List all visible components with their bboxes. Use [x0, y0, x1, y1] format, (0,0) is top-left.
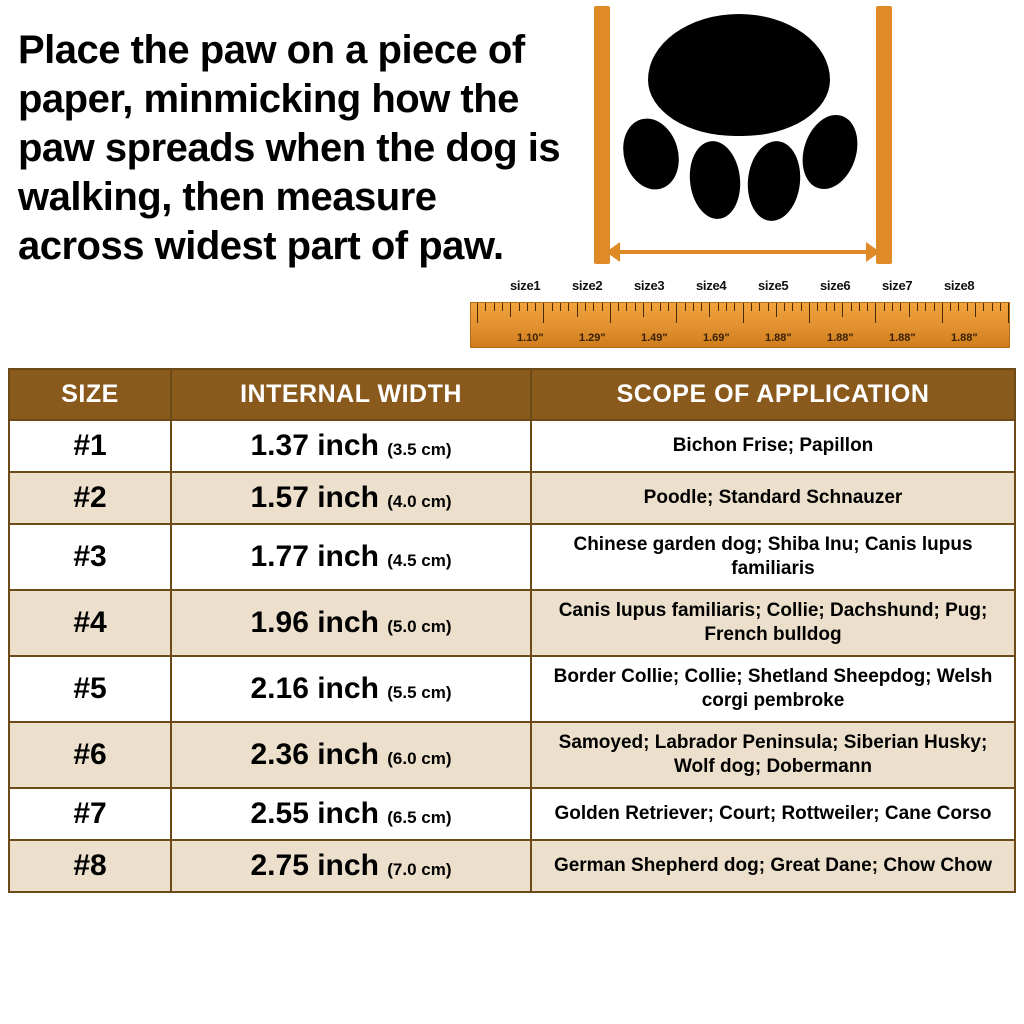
ruler-body [470, 302, 1010, 348]
table-row [10, 722, 1014, 788]
paw-toe-2-icon [686, 139, 744, 222]
cell-cm-value: (6.0 cm) [387, 749, 452, 768]
ruler-size-label: size2 [572, 278, 603, 293]
cell-cm-value: (5.5 cm) [387, 683, 452, 702]
cell-size: #5 [10, 656, 171, 722]
ruler-tick [792, 303, 793, 311]
ruler-tick [992, 303, 993, 311]
ruler-tick [535, 303, 536, 311]
cell-scope: Canis lupus familiaris; Collie; Dachshund; Pug; French bulldog [531, 590, 1014, 656]
ruler-tick [726, 303, 727, 311]
ruler-tick [577, 303, 578, 317]
size-chart-table [8, 368, 1016, 893]
ruler-tick [626, 303, 627, 311]
cell-internal-width [171, 524, 531, 590]
ruler-tick [676, 303, 677, 323]
ruler-tick [543, 303, 544, 323]
ruler-tick [643, 303, 644, 317]
ruler-tick [925, 303, 926, 311]
ruler-size-label: size5 [758, 278, 789, 293]
paw-toe-1-icon [615, 112, 687, 196]
ruler-tick [958, 303, 959, 311]
ruler-tick [900, 303, 901, 311]
ruler-tick [709, 303, 710, 317]
ruler-tick [651, 303, 652, 311]
paw-toe-4-icon [794, 108, 867, 196]
ruler-tick [660, 303, 661, 311]
cell-internal-width [171, 722, 531, 788]
ruler-tick [942, 303, 943, 323]
ruler-tick [784, 303, 785, 311]
cell-cm-value: (6.5 cm) [387, 808, 452, 827]
cell-cm-value: (5.0 cm) [387, 617, 452, 636]
ruler-tick [917, 303, 918, 311]
ruler-size-label: size7 [882, 278, 913, 293]
ruler-diagram [470, 278, 1010, 360]
ruler-tick [801, 303, 802, 311]
ruler-tick [875, 303, 876, 323]
ruler-tick [834, 303, 835, 311]
ruler-tick [668, 303, 669, 311]
ruler-tick [809, 303, 810, 323]
instruction-text: Place the paw on a piece of paper, minmicking how the paw spreads when the dog is walking, then measure across widest part of paw. [18, 28, 561, 268]
cell-scope: Chinese garden dog; Shiba Inu; Canis lupus familiaris [531, 524, 1014, 590]
ruler-inch-label: 1.49" [641, 332, 668, 344]
ruler-tick [759, 303, 760, 311]
cell-size: #7 [10, 788, 171, 840]
cell-scope: Golden Retriever; Court; Rottweiler; Cane Corso [531, 788, 1014, 840]
cell-cm-value: (4.0 cm) [387, 492, 452, 511]
cell-size: #3 [10, 524, 171, 590]
cell-inch-value: 2.16 inch [250, 672, 388, 705]
paw-diagram [580, 6, 920, 271]
ruler-tick [477, 303, 478, 323]
ruler-tick [585, 303, 586, 311]
ruler-tick [817, 303, 818, 311]
cell-internal-width [171, 420, 531, 472]
ruler-tick [826, 303, 827, 311]
cell-internal-width [171, 472, 531, 524]
cell-scope: Poodle; Standard Schnauzer [531, 472, 1014, 524]
ruler-tick [635, 303, 636, 311]
ruler-tick [734, 303, 735, 311]
ruler-inch-label: 1.88" [827, 332, 854, 344]
cell-size: #8 [10, 840, 171, 891]
ruler-tick [560, 303, 561, 311]
ruler-tick [718, 303, 719, 311]
cell-size: #4 [10, 590, 171, 656]
table-row [10, 524, 1014, 590]
cell-scope: Border Collie; Collie; Shetland Sheepdog; Welsh corgi pembroke [531, 656, 1014, 722]
cell-size: #6 [10, 722, 171, 788]
cell-size: #1 [10, 420, 171, 472]
ruler-tick [842, 303, 843, 317]
table-row [10, 656, 1014, 722]
cell-inch-value: 1.77 inch [250, 540, 388, 573]
ruler-tick [892, 303, 893, 311]
cell-inch-value: 1.96 inch [250, 606, 388, 639]
ruler-inch-label: 1.69" [703, 332, 730, 344]
ruler-tick [527, 303, 528, 311]
ruler-tick [950, 303, 951, 311]
ruler-tick [975, 303, 976, 317]
cell-inch-value: 1.57 inch [250, 481, 388, 514]
ruler-tick [743, 303, 744, 323]
cell-inch-value: 2.75 inch [250, 849, 388, 882]
cell-inch-value: 1.37 inch [250, 429, 388, 462]
cell-scope: German Shepherd dog; Great Dane; Chow Chow [531, 840, 1014, 891]
ruler-tick [693, 303, 694, 311]
ruler-tick [751, 303, 752, 311]
ruler-inch-label: 1.88" [889, 332, 916, 344]
measure-arrow-right-head-icon [866, 242, 880, 262]
right-guide-bar [876, 6, 892, 264]
ruler-tick [502, 303, 503, 311]
ruler-tick [967, 303, 968, 311]
ruler-size-label: size8 [944, 278, 975, 293]
cell-size: #2 [10, 472, 171, 524]
cell-inch-value: 2.55 inch [250, 797, 388, 830]
ruler-tick [851, 303, 852, 311]
ruler-tick [884, 303, 885, 311]
ruler-inch-label: 1.29" [579, 332, 606, 344]
ruler-tick [685, 303, 686, 311]
table-row [10, 472, 1014, 524]
ruler-inch-label: 1.88" [765, 332, 792, 344]
cell-internal-width [171, 656, 531, 722]
ruler-inch-label: 1.10" [517, 332, 544, 344]
ruler-tick [701, 303, 702, 311]
ruler-inch-label: 1.88" [951, 332, 978, 344]
ruler-tick [909, 303, 910, 317]
ruler-tick [510, 303, 511, 317]
instruction-section [0, 0, 1024, 362]
measure-arrow-line [618, 250, 868, 254]
header-size: SIZE [10, 370, 171, 420]
ruler-tick [602, 303, 603, 311]
table-row [10, 590, 1014, 656]
ruler-tick [859, 303, 860, 311]
ruler-size-label: size6 [820, 278, 851, 293]
ruler-tick [593, 303, 594, 311]
ruler-tick [519, 303, 520, 311]
cell-cm-value: (4.5 cm) [387, 551, 452, 570]
table-row [10, 420, 1014, 472]
cell-scope: Bichon Frise; Papillon [531, 420, 1014, 472]
table-header-row [10, 370, 1014, 420]
ruler-tick [1008, 303, 1009, 323]
ruler-tick [618, 303, 619, 311]
ruler-size-labels [470, 278, 1010, 298]
ruler-size-label: size4 [696, 278, 727, 293]
cell-cm-value: (7.0 cm) [387, 860, 452, 879]
cell-internal-width [171, 788, 531, 840]
cell-cm-value: (3.5 cm) [387, 440, 452, 459]
ruler-tick [1000, 303, 1001, 311]
cell-scope: Samoyed; Labrador Peninsula; Siberian Husky; Wolf dog; Dobermann [531, 722, 1014, 788]
ruler-tick [568, 303, 569, 311]
ruler-tick [768, 303, 769, 311]
ruler-tick [485, 303, 486, 311]
table-row [10, 840, 1014, 891]
ruler-tick [610, 303, 611, 323]
ruler-tick [776, 303, 777, 317]
paw-main-pad-icon [648, 14, 830, 136]
header-internal-width: INTERNAL WIDTH [171, 370, 531, 420]
left-guide-bar [594, 6, 610, 264]
cell-inch-value: 2.36 inch [250, 738, 388, 771]
measure-arrow-left-head-icon [606, 242, 620, 262]
paw-toe-3-icon [744, 139, 804, 224]
ruler-size-label: size1 [510, 278, 541, 293]
ruler-tick [552, 303, 553, 311]
header-scope: SCOPE OF APPLICATION [531, 370, 1014, 420]
cell-internal-width [171, 590, 531, 656]
ruler-tick [867, 303, 868, 311]
ruler-tick [934, 303, 935, 311]
table-row [10, 788, 1014, 840]
ruler-size-label: size3 [634, 278, 665, 293]
table-body [10, 420, 1014, 891]
cell-internal-width [171, 840, 531, 891]
ruler-tick [494, 303, 495, 311]
ruler-tick [983, 303, 984, 311]
